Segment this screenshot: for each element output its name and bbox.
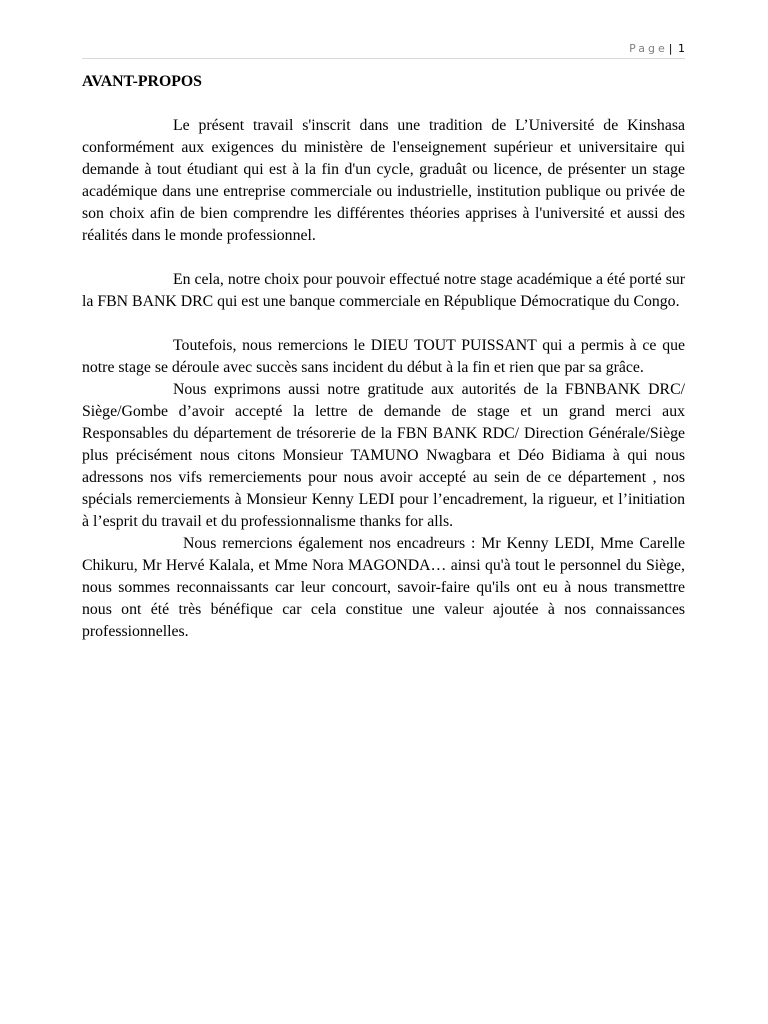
paragraph-choice: En cela, notre choix pour pouvoir effectué notre stage académique a été porté sur la FBN BANK DRC qui est une banque commerciale en République Démocratique du Congo. — [82, 271, 686, 310]
page-header — [82, 40, 685, 59]
paragraph-intro: Le présent travail s'inscrit dans une tradition de L’Université de Kinshasa conformément aux exigences du ministère de l'enseignement supérieur et universitaire qui demande à tout étudiant qui est à la fin d'un cycle, graduât ou licence, de présenter un stage académique dans une entreprise commerciale ou industrielle, institution publique ou privée de son choix afin de bien comprendre les différentes théories apprises à l'université et aussi des réalités dans le monde professionnel. — [82, 117, 685, 244]
document-body — [82, 70, 685, 643]
paragraph-supervisors: Nous remercions également nos encadreurs : Mr Kenny LEDI, Mme Carelle Chikuru, Mr Hervé Kalala, et Mme Nora MAGONDA… ainsi qu'à tout le personnel du Siège, nous sommes reconnaissants car leur concourt, savoir-faire qu'ils ont eu à nous transmettre nous ont été très bénéfique car cela constitue une valeur ajoutée à nos connaissances professionnelles. — [82, 535, 685, 640]
section-title: AVANT-PROPOS — [82, 73, 202, 90]
page-separator: | — [668, 42, 673, 55]
page-number: 1 — [678, 42, 685, 55]
paragraph-gratitude: Nous exprimons aussi notre gratitude aux autorités de la FBNBANK DRC/ Siège/Gombe d’avoir accepté la lettre de demande de stage et un grand merci aux Responsables du département de trésorerie de la FBN BANK RDC/ Direction Générale/Siège plus précisément nous citons Monsieur TAMUNO Nwagbara et Déo Bidiama à qui nous adressons nos vifs remerciements pour nous avoir accepté au sein de ce département , nos spécials remerciements à Monsieur Kenny LEDI pour l’encadrement, la rigueur, et l’initiation à l’esprit du travail et du professionnalisme thanks for alls. — [82, 381, 685, 530]
paragraph-thanks-god: Toutefois, nous remercions le DIEU TOUT PUISSANT qui a permis à ce que notre stage se déroule avec succès sans incident du début à la fin et rien que par sa grâce. — [82, 337, 685, 376]
paragraph-spacer — [82, 313, 685, 335]
paragraph-spacer — [82, 247, 685, 269]
page-label: Page — [629, 42, 668, 55]
